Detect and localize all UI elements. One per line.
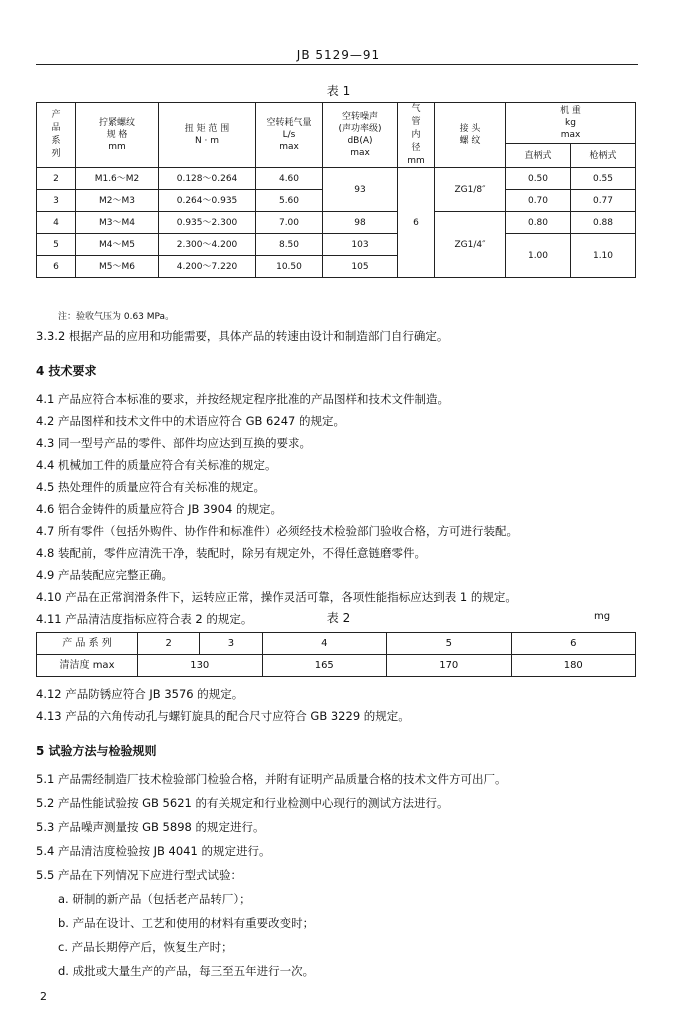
cell-cleanliness-label: 清洁度 max — [37, 655, 138, 677]
th-hose-text: 气 管 内 径 — [411, 104, 421, 153]
cell-fitting: ZG1/8″ — [435, 168, 506, 212]
cell-cleanliness: 180 — [511, 655, 636, 677]
item-4-4: 4.4 机械加工件的质量应符合有关标准的规定。 — [36, 458, 277, 472]
page-header: JB 5129—91 — [296, 48, 381, 62]
cell-series: 6 — [511, 633, 636, 655]
item-5-5: 5.5 产品在下列情况下应进行型式试验： — [36, 868, 242, 882]
th-air-l2: L/s — [282, 130, 296, 140]
th-torque-l1: 扭 矩 范 围 — [184, 124, 230, 134]
table1-caption: 表 1 — [326, 84, 351, 98]
table-2 — [36, 632, 636, 677]
cell-mass-straight: 0.70 — [506, 190, 571, 212]
item-4-10: 4.10 产品在正常润滑条件下，运转应正常，操作灵活可靠，各项性能指标应达到表 1 的规定。 — [36, 590, 517, 604]
cell-series: 6 — [37, 256, 76, 278]
th-mass — [506, 103, 636, 144]
sub-item-d: d. 成批或大量生产的产品，每三至五年进行一次。 — [58, 964, 315, 978]
cell-mass-pistol: 0.77 — [571, 190, 636, 212]
th-straight: 直柄式 — [506, 144, 571, 168]
item-4-2: 4.2 产品图样和技术文件中的术语应符合 GB 6247 的规定。 — [36, 414, 345, 428]
cell-torque: 4.200～7.220 — [159, 256, 256, 278]
th-torque — [159, 103, 256, 168]
item-4-1: 4.1 产品应符合本标准的要求，并按经规定程序批准的产品图样和技术文件制造。 — [36, 392, 449, 406]
cell-air: 7.00 — [256, 212, 323, 234]
cell-series: 5 — [37, 234, 76, 256]
th-noise-l2: (声功率级) — [338, 124, 382, 134]
cell-thread: M4～M5 — [76, 234, 159, 256]
header-rule — [36, 64, 638, 65]
sub-item-c: c. 产品长期停产后，恢复生产时； — [58, 940, 233, 954]
th-mass-l3: max — [560, 130, 581, 141]
table-row — [37, 212, 636, 234]
table-row — [37, 234, 636, 256]
th-noise-l3: dB(A) — [347, 136, 373, 146]
cell-mass-pistol: 1.10 — [571, 234, 636, 278]
cell-series-label: 产 品 系 列 — [37, 633, 138, 655]
table-1 — [36, 102, 636, 278]
item-4-3: 4.3 同一型号产品的零件、部件均应达到互换的要求。 — [36, 436, 311, 450]
th-series — [37, 103, 76, 168]
cell-thread: M3～M4 — [76, 212, 159, 234]
th-hose — [398, 103, 435, 168]
cell-hose: 6 — [398, 168, 435, 278]
cell-air: 4.60 — [256, 168, 323, 190]
table-row — [37, 633, 636, 655]
cell-series: 4 — [37, 212, 76, 234]
th-fitting — [435, 103, 506, 168]
cell-mass-straight: 1.00 — [506, 234, 571, 278]
cell-air: 8.50 — [256, 234, 323, 256]
cell-thread: M5～M6 — [76, 256, 159, 278]
th-fitting-l2: 螺 纹 — [459, 136, 481, 146]
cell-thread: M2～M3 — [76, 190, 159, 212]
item-5-1: 5.1 产品需经制造厂技术检验部门检验合格，并附有证明产品质量合格的技术文件方可出厂。 — [36, 772, 507, 786]
cell-mass-pistol: 0.55 — [571, 168, 636, 190]
sub-item-b: b. 产品在设计、工艺和使用的材料有重要改变时； — [58, 916, 315, 930]
item-5-3: 5.3 产品噪声测量按 GB 5898 的规定进行。 — [36, 820, 265, 834]
table2-caption: 表 2 — [326, 611, 351, 625]
th-pistol: 枪柄式 — [571, 144, 636, 168]
cell-air: 5.60 — [256, 190, 323, 212]
para-3-3-2: 3.3.2 根据产品的应用和功能需要，具体产品的转速由设计和制造部门自行确定。 — [36, 329, 449, 343]
cell-torque: 2.300～4.200 — [159, 234, 256, 256]
cell-mass-pistol: 0.88 — [571, 212, 636, 234]
table-row — [37, 168, 636, 190]
th-torque-l2: N · m — [194, 136, 220, 146]
sub-item-a: a. 研制的新产品（包括老产品转厂）； — [58, 892, 251, 906]
th-noise — [323, 103, 398, 168]
cell-series: 2 — [37, 168, 76, 190]
item-5-4: 5.4 产品清洁度检验按 JB 4041 的规定进行。 — [36, 844, 271, 858]
th-air — [256, 103, 323, 168]
item-4-8: 4.8 装配前，零件应清洗干净，装配时，除另有规定外，不得任意链磨零件。 — [36, 546, 426, 560]
section-4-title: 4 技术要求 — [36, 364, 97, 378]
cell-series: 3 — [200, 633, 262, 655]
th-air-l1: 空转耗气量 — [266, 118, 312, 128]
th-mass-l1: 机 重 — [560, 106, 581, 117]
th-fitting-l1: 接 头 — [459, 124, 481, 134]
th-noise-l1: 空转噪声 — [341, 112, 378, 122]
section-5-title: 5 试验方法与检验规则 — [36, 744, 157, 758]
th-air-l3: max — [279, 142, 299, 152]
item-4-12: 4.12 产品防锈应符合 JB 3576 的规定。 — [36, 687, 244, 701]
th-noise-l4: max — [350, 148, 370, 158]
cell-cleanliness: 170 — [387, 655, 512, 677]
cell-cleanliness: 130 — [138, 655, 263, 677]
th-thread-l1: 拧紧螺纹 — [98, 118, 135, 128]
cell-mass-straight: 0.50 — [506, 168, 571, 190]
cell-noise: 93 — [323, 168, 398, 212]
cell-series: 3 — [37, 190, 76, 212]
item-4-13: 4.13 产品的六角传动孔与螺钉旋具的配合尺寸应符合 GB 3229 的规定。 — [36, 709, 410, 723]
cell-series: 2 — [138, 633, 200, 655]
item-4-6: 4.6 铝合金铸件的质量应符合 JB 3904 的规定。 — [36, 502, 282, 516]
cell-mass-straight: 0.80 — [506, 212, 571, 234]
item-4-11: 4.11 产品清洁度指标应符合表 2 的规定。 — [36, 612, 253, 626]
cell-thread: M1.6～M2 — [76, 168, 159, 190]
th-thread-l2: 规 格 — [106, 130, 128, 140]
item-4-7: 4.7 所有零件（包括外购件、协作件和标准件）必须经技术检验部门验收合格，方可进行装配。 — [36, 524, 518, 538]
table2-unit: mg — [594, 611, 611, 622]
th-series-text: 产 品 系 列 — [51, 110, 61, 159]
cell-noise: 103 — [323, 234, 398, 256]
item-4-9: 4.9 产品装配应完整正确。 — [36, 568, 173, 582]
cell-air: 10.50 — [256, 256, 323, 278]
item-4-5: 4.5 热处理件的质量应符合有关标准的规定。 — [36, 480, 265, 494]
cell-torque: 0.128～0.264 — [159, 168, 256, 190]
cell-noise: 105 — [323, 256, 398, 278]
cell-series: 4 — [262, 633, 387, 655]
th-hose-unit: mm — [407, 156, 425, 166]
cell-series: 5 — [387, 633, 512, 655]
item-5-2: 5.2 产品性能试验按 GB 5621 的有关规定和行业检测中心现行的测试方法进行。 — [36, 796, 449, 810]
th-thread-l3: mm — [108, 142, 126, 152]
cell-cleanliness: 165 — [262, 655, 387, 677]
page-number: 2 — [40, 990, 47, 1003]
th-thread — [76, 103, 159, 168]
cell-noise: 98 — [323, 212, 398, 234]
table-row — [37, 655, 636, 677]
cell-fitting: ZG1/4″ — [435, 212, 506, 278]
table1-note: 注：验收气压为 0.63 MPa。 — [58, 312, 175, 322]
th-mass-l2: kg — [565, 118, 576, 129]
cell-torque: 0.935～2.300 — [159, 212, 256, 234]
cell-torque: 0.264～0.935 — [159, 190, 256, 212]
